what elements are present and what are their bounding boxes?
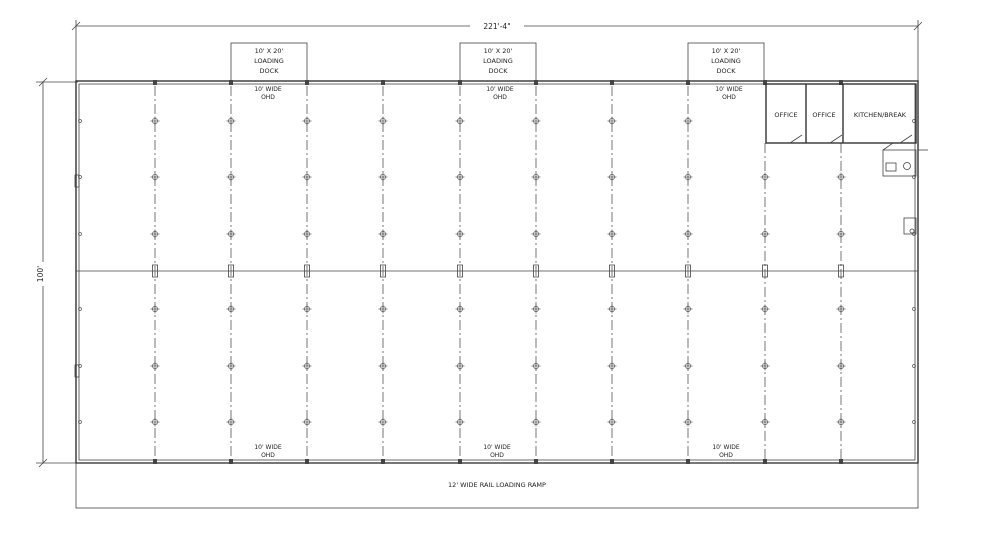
restroom — [883, 143, 928, 176]
column-top — [305, 80, 309, 85]
office-1-label: OFFICE — [774, 111, 798, 119]
building-outline — [76, 81, 918, 463]
column-top — [381, 80, 385, 85]
svg-text:10' WIDE: 10' WIDE — [254, 86, 282, 93]
svg-text:10' WIDE: 10' WIDE — [712, 444, 740, 451]
column-top — [229, 80, 233, 85]
loading-dock-1 — [231, 43, 307, 81]
svg-text:DOCK: DOCK — [259, 67, 279, 75]
column-top — [534, 80, 538, 85]
top-door-labels — [254, 86, 743, 101]
svg-text:DOCK: DOCK — [488, 67, 508, 75]
office-block — [766, 84, 916, 143]
bottom-door-labels — [254, 444, 740, 459]
height-dimension — [36, 78, 78, 467]
svg-text:10' X 20': 10' X 20' — [483, 47, 513, 55]
column-top — [610, 80, 614, 85]
svg-text:10' X 20': 10' X 20' — [254, 47, 284, 55]
svg-text:OHD: OHD — [261, 94, 275, 101]
svg-text:DOCK: DOCK — [716, 67, 736, 75]
svg-text:LOADING: LOADING — [483, 57, 513, 65]
column-grid — [75, 80, 916, 464]
rail-loading-ramp — [76, 463, 918, 508]
column-top — [686, 80, 690, 85]
svg-text:LOADING: LOADING — [254, 57, 284, 65]
loading-dock-3 — [688, 43, 764, 81]
svg-text:OHD: OHD — [261, 452, 275, 459]
svg-text:10' X 20': 10' X 20' — [711, 47, 741, 55]
svg-text:OHD: OHD — [719, 452, 733, 459]
kitchen-label: KITCHEN/BREAK — [853, 111, 907, 119]
column-top — [458, 80, 462, 85]
svg-text:OHD: OHD — [490, 452, 504, 459]
width-dimension-label: 221'-4" — [483, 22, 511, 31]
utility-box — [904, 218, 916, 234]
svg-text:10' WIDE: 10' WIDE — [483, 444, 511, 451]
height-dimension-label: 100' — [36, 265, 45, 283]
svg-text:LOADING: LOADING — [711, 57, 741, 65]
loading-dock-2 — [460, 43, 536, 81]
svg-text:OHD: OHD — [722, 94, 736, 101]
svg-text:OHD: OHD — [493, 94, 507, 101]
office-2-label: OFFICE — [812, 111, 836, 119]
column-top — [153, 80, 157, 85]
svg-text:10' WIDE: 10' WIDE — [486, 86, 514, 93]
svg-text:10' WIDE: 10' WIDE — [715, 86, 743, 93]
svg-text:10' WIDE: 10' WIDE — [254, 444, 282, 451]
ramp-label: 12' WIDE RAIL LOADING RAMP — [448, 481, 546, 489]
